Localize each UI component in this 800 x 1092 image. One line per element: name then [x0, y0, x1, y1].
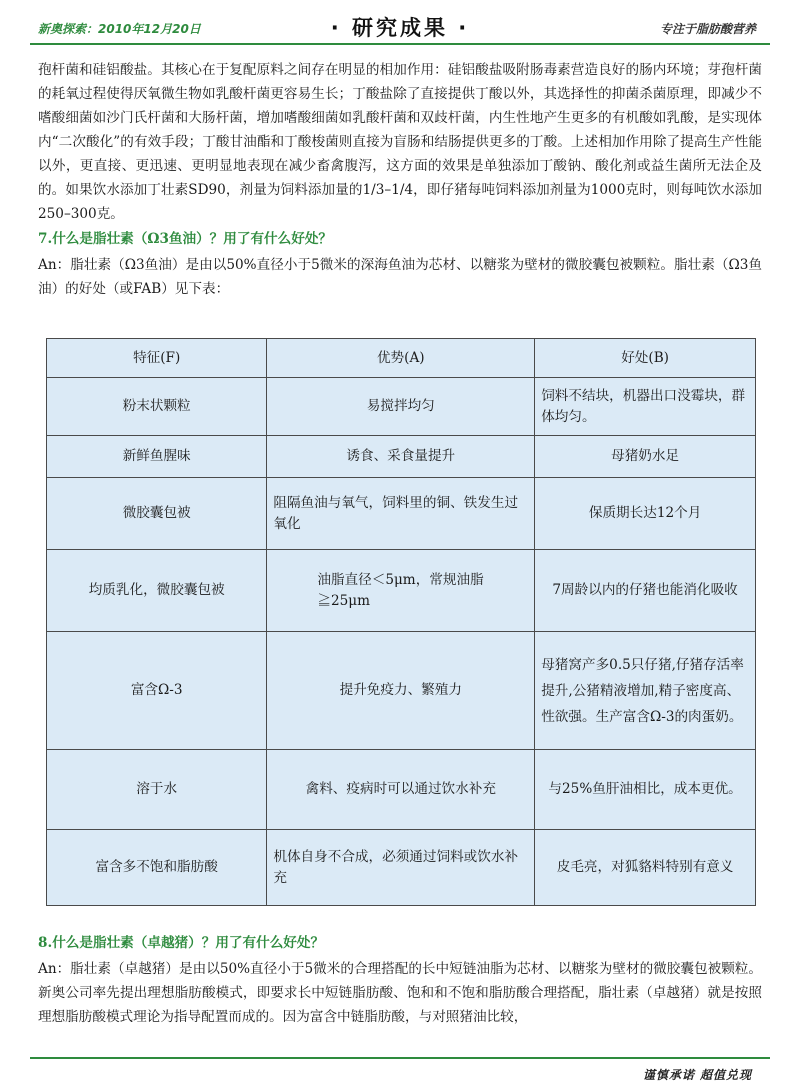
table-cell-benefit: 饲料不结块，机器出口没霉块，群体均匀。: [535, 378, 756, 436]
table-cell-benefit: 母猪奶水足: [535, 436, 756, 478]
table-cell-benefit: 7周龄以内的仔猪也能消化吸收: [535, 550, 756, 632]
page-header: [0, 0, 800, 44]
table-cell-advantage: 机体自身不合成，必须通过饲料或饮水补充: [267, 830, 535, 906]
table-row: [47, 378, 756, 436]
table-row: [47, 478, 756, 550]
table-cell-benefit: 保质期长达12个月: [535, 478, 756, 550]
fab-table: [46, 338, 756, 906]
intro-paragraph: 孢杆菌和硅铝酸盐。其核心在于复配原料之间存在明显的相加作用：硅铝酸盐吸附肠毒素营造良好的肠内环境；芽孢杆菌的耗氧过程使得厌氧微生物如乳酸杆菌更容易生长；丁酸盐除了直接提供丁酸以外，其选择性的抑菌杀菌原理，即减少不嗜酸细菌如沙门氏杆菌和大肠杆菌，增加嗜酸细菌如乳酸杆菌和双歧杆菌，内生性地产生更多的有机酸如乳酸，是实现体内“二次酸化”的有效手段；丁酸甘油酯和丁酸梭菌则直接为盲肠和结肠提供更多的丁酸。上述相加作用除了提高生产性能以外，更直接、更迅速、更明显地表现在减少畜禽腹泻，这方面的效果是单独添加丁酸钠、酸化剂或益生菌所无法企及的。如果饮水添加丁壮素SD90，剂量为饲料添加量的1/3–1/4，即仔猪每吨饲料添加剂量为1000克时，则每吨饮水添加250–300克。: [38, 62, 762, 222]
header-section-title: · 研究成果 ·: [330, 16, 470, 40]
column-header-benefit: 好处(B): [535, 339, 756, 378]
table-cell-advantage: 易搅拌均匀: [267, 378, 535, 436]
column-header-advantage: 优势(A): [267, 339, 535, 378]
table-cell-feature: 均质乳化，微胶囊包被: [47, 550, 267, 632]
table-row: [47, 436, 756, 478]
question-8-heading: 8.什么是脂壮素（卓越猪）？用了有什么好处？: [38, 935, 325, 951]
table-row: [47, 632, 756, 750]
table-cell-advantage: 油脂直径＜5μm，常规油脂≧25μm: [267, 550, 535, 632]
header-divider: [30, 43, 770, 45]
question-8-answer: An：脂壮素（卓越猪）是由以50%直径小于5微米的合理搭配的长中短链油脂为芯材、以糖浆为壁材的微胶囊包被颗粒。新奥公司率先提出理想脂肪酸模式，即要求长中短链脂肪酸、饱和和不饱和脂肪酸合理搭配，脂壮素（卓越猪）就是按照理想脂肪酸模式理论为指导配置而成的。因为富含中链脂肪酸，与对照猪油比较，: [38, 961, 762, 1025]
table-cell-feature: 粉末状颗粒: [47, 378, 267, 436]
table-row: [47, 550, 756, 632]
header-issue-date: 新奥探索：2010年12月20日: [38, 22, 201, 36]
question-7-answer: An：脂壮素（Ω3鱼油）是由以50%直径小于5微米的深海鱼油为芯材、以糖浆为壁材的微胶囊包被颗粒。脂壮素（Ω3鱼油）的好处（或FAB）见下表：: [38, 257, 762, 297]
table-cell-feature: 新鲜鱼腥味: [47, 436, 267, 478]
footer-slogan: 谨慎承诺 超值兑现: [642, 1068, 752, 1082]
table-row: [47, 750, 756, 830]
table-cell-benefit: 与25%鱼肝油相比，成本更优。: [535, 750, 756, 830]
table-cell-advantage: 提升免疫力、繁殖力: [267, 632, 535, 750]
table-cell-advantage: 禽料、疫病时可以通过饮水补充: [267, 750, 535, 830]
table-cell-feature: 富含Ω-3: [47, 632, 267, 750]
table-cell-advantage: 阻隔鱼油与氧气，饲料里的铜、铁发生过氧化: [267, 478, 535, 550]
header-slogan: 专注于脂肪酸营养: [659, 22, 756, 36]
footer-divider: [30, 1057, 770, 1059]
table-cell-benefit: 母猪窝产多0.5只仔猪,仔猪存活率提升,公猪精液增加,精子密度高、性欲强。生产富含Ω-3的肉蛋奶。: [535, 632, 756, 750]
question-7-heading: 7.什么是脂壮素（Ω3鱼油）？用了有什么好处？: [38, 231, 333, 247]
table-cell-feature: 微胶囊包被: [47, 478, 267, 550]
table-cell-feature: 溶于水: [47, 750, 267, 830]
column-header-feature: 特征(F): [47, 339, 267, 378]
table-cell-benefit: 皮毛亮，对狐貉料特别有意义: [535, 830, 756, 906]
question-8-section: [38, 930, 762, 1029]
table-row: [47, 830, 756, 906]
table-cell-feature: 富含多不饱和脂肪酸: [47, 830, 267, 906]
table-header-row: [47, 339, 756, 378]
main-content: [38, 58, 762, 301]
table-cell-advantage: 诱食、采食量提升: [267, 436, 535, 478]
